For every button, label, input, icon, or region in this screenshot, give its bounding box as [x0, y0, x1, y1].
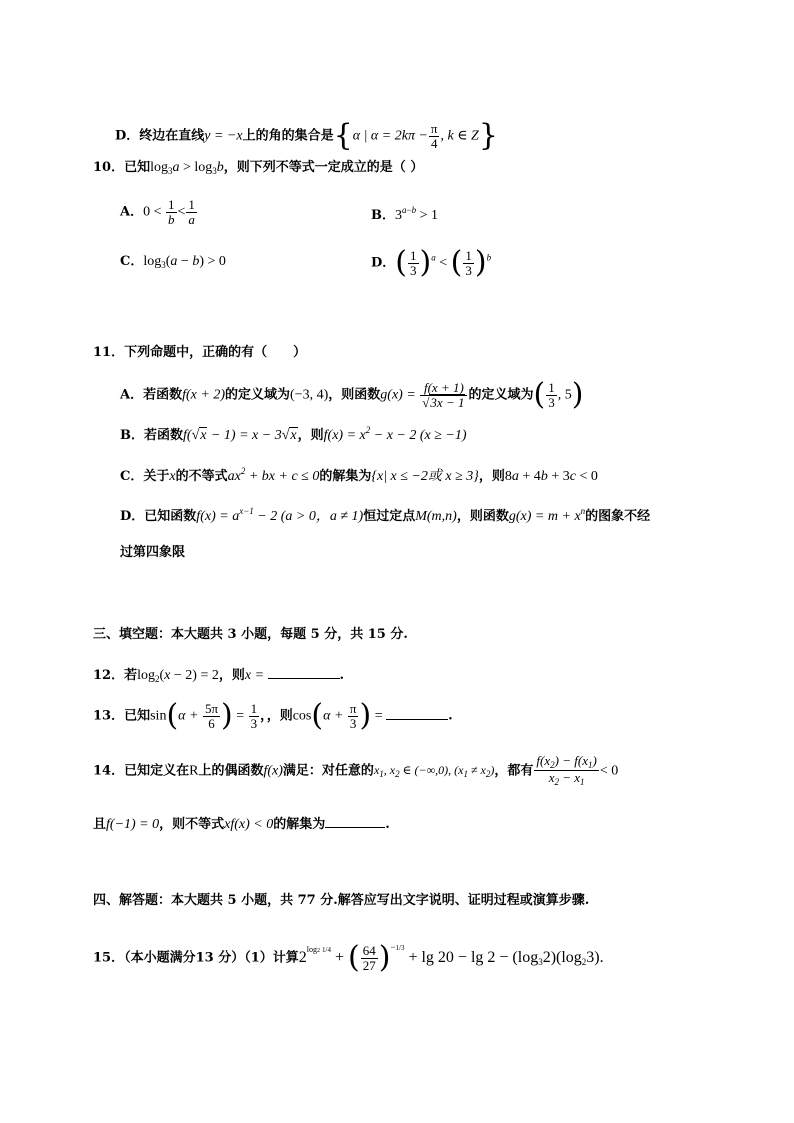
set-expression: α | α = 2kπ − — [352, 128, 428, 144]
question-12: 12．若$\log_2(x - 2) = 2$，则x = . — [93, 668, 345, 684]
q11-option-d: D．已知函数$f(x) = a^{x-1} - 2$ (a > 0，a ≠ 1)恒过定点M(m,n)，则函数$g(x) = m + x^n$的图象不经 — [120, 506, 651, 524]
question-number: 15． — [93, 950, 125, 966]
answer-blank[interactable] — [386, 707, 448, 720]
question-13: 13．已知sin(α + $\frac{5\pi}{6}$ ) = $\frac{1}{3}$ ，，则cos(α + $\frac{\pi}{3}$ ) = . — [93, 698, 453, 733]
question-number: 10． — [93, 160, 125, 175]
q10-option-d: D．( $\frac{1}{3}$ )$^a$ < ( $\frac{1}{3}$ )$^b$ — [371, 245, 492, 280]
line-equation: y = −x — [204, 128, 243, 144]
q11-option-a: A．若函数f(x + 2)的定义域为(−3, 4)，则函数g(x) = $\frac{f(x + 1)}{√3x - 1}$ 的定义域为( $\frac{1}{3}$ , 5) — [120, 377, 584, 412]
answer-blank[interactable] — [268, 666, 340, 679]
q10-option-b: B．$3^{a-b} > 1$ — [371, 205, 438, 223]
q11-option-c: C．关于x的不等式$ax^2$ + bx + c ≤ 0的解集为{x| x ≤ −2或 x ≥ 3}，则8a + 4b + 3c < 0 — [120, 466, 598, 484]
q11-option-d-continued: 过第四象限 — [120, 545, 186, 560]
question-number: 11． — [93, 345, 125, 360]
answer-blank[interactable] — [325, 815, 385, 828]
question-14: 14．已知定义在R上的偶函数f(x)满足：对任意的$x_1$, $x_2$ ∈ (−∞,0), $(x_1 \ne x_2)$，都有 $\frac{f(x_2) - f(x_1)}{x_2 - x_1}$ < 0 — [93, 753, 619, 788]
section-3-heading: 三、填空题：本大题共 3 小题，每题 5 分，共 15 分. — [93, 627, 408, 642]
q10-option-a: A．0 < $\frac{1}{b}$ < $\frac{1}{a}$ — [120, 197, 195, 227]
question-11: 11．下列命题中，正确的有（ ） — [93, 345, 307, 360]
q11-option-b: B．若函数f(√x − 1) = x − 3√x，则$f(x) = x^2 - x - 2$ (x ≥ −1) — [120, 425, 467, 443]
q10-option-c: C．$\log_3(a - b) > 0$ — [120, 254, 226, 270]
q9-option-d: D．终边在直线y = −x上的角的集合是{α | α = 2kπ − $\frac{\pi}{4}$ , k ∈ Z} — [115, 118, 498, 153]
question-15: 15．（本小题满分13 分）（1）计算$2^{log2 1/4}$ + ( $\frac{64}{27}$ )$^{-1/3} + \lg 20 - \lg 2 - (\log_32)(\log_23)$. — [93, 940, 604, 975]
section-4-heading: 四、解答题：本大题共 5 小题，共 77 分.解答应写出文字说明、证明过程或演算步骤. — [93, 893, 590, 908]
option-label: D． — [115, 128, 140, 144]
question-14-continued: 且f(−1) = 0，则不等式xf(x) < 0的解集为 . — [93, 817, 390, 832]
question-number: 12． — [93, 668, 125, 683]
question-number: 13． — [93, 708, 125, 724]
question-number: 14． — [93, 763, 125, 779]
question-10: 10．已知$\log_3a > \log_3b$，则下列不等式一定成立的是（ ） — [93, 160, 424, 176]
